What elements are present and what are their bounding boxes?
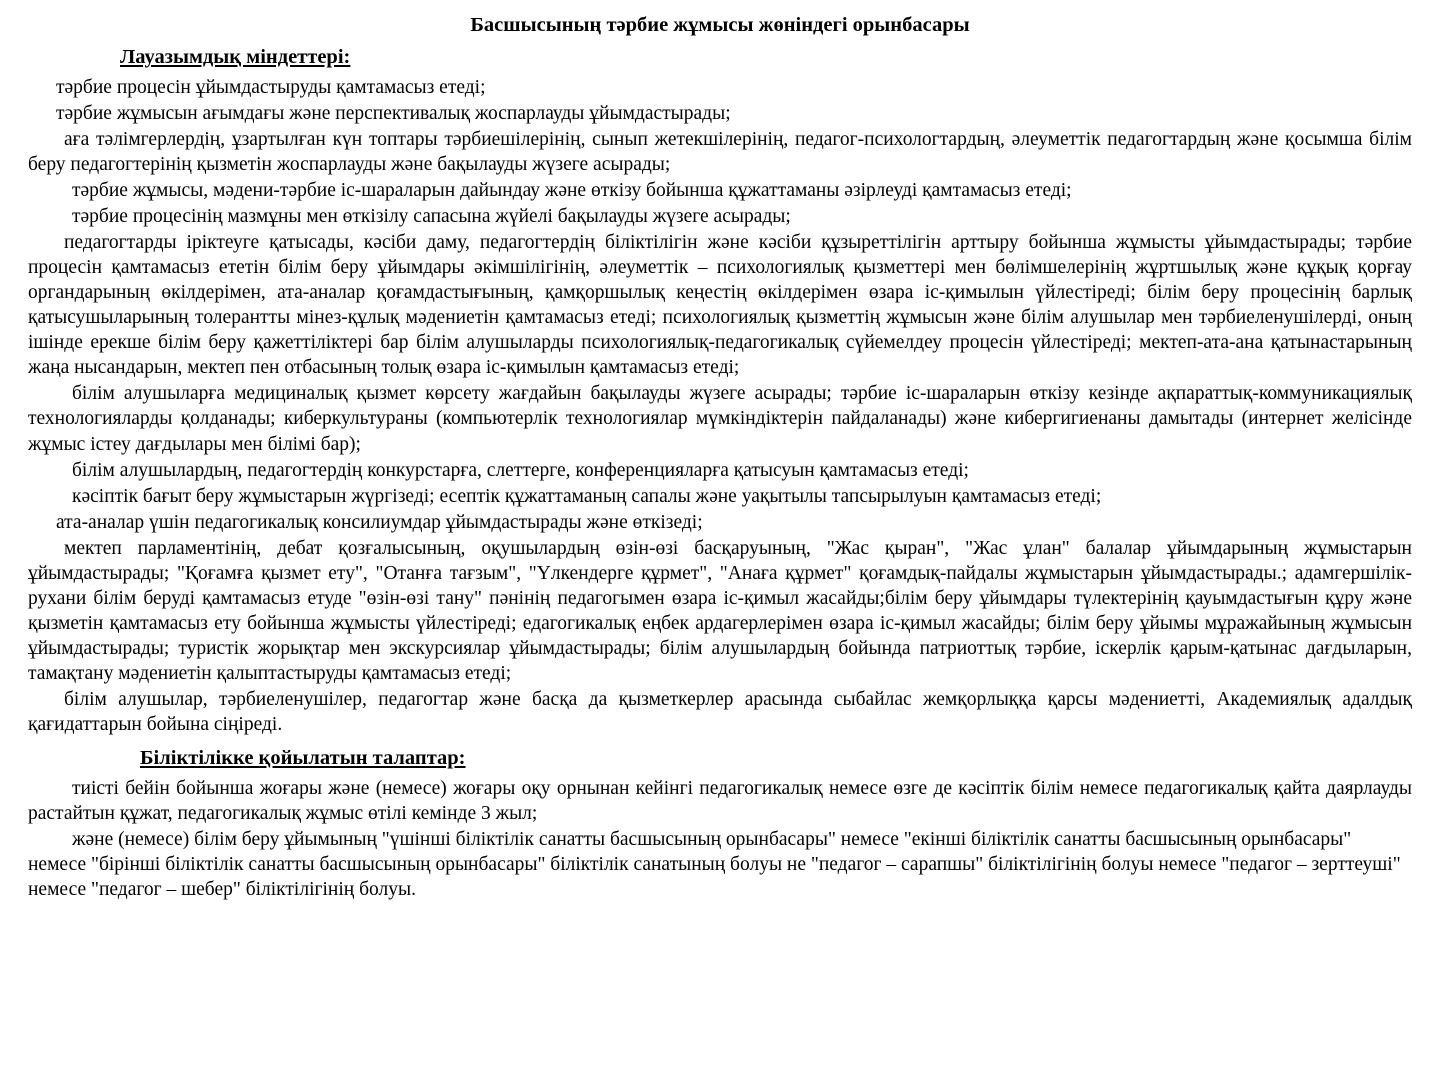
section-heading-duties-line [28, 44, 1412, 71]
paragraph: білім алушылардың, педагогтердің конкурстарға, слеттерге, конференцияларға қатысуын қамтамасыз етеді; [72, 459, 969, 481]
paragraph: тиісті бейін бойынша жоғары және (немесе) жоғары оқу орнынан кейінгі педагогикалық немесе өзге де кәсіптік білім немесе педагогикалық қайта даярлауды растайтын құжат, педагогикалық жұмыс өтілі кемінде 3 жыл; [28, 777, 1412, 824]
paragraph: білім алушылар, тәрбиеленушілер, педагогтар және басқа да қызметкерлер арасында сыбайлас жемқорлыққа қарсы мәдениетті, Академиялық адалдық қағидаттарын бойына сіңіреді. [28, 689, 1412, 736]
paragraph: педагогтарды іріктеуге қатысады, кәсіби даму, педагогтердің біліктілігін және кәсіби құзыреттілігін арттыру бойынша жұмысты ұйымдастырады; тәрбие процесін қамтамасыз ететін білім беру ұйымдары әкімшілігінің, әлеуметтік – психологиялық қызметтері мен бөлімшелерінің жұртшылық және құқық қорғау органдарының өкілдерімен, ата-аналар қоғамдастығының, қамқоршылық кеңестің өкілдерімен өзара іс-қимылын үйлестіреді; білім беру процесінің барлық қатысушыларының толерантты мінез-құлық мәдениетін қамтамасыз етеді; психологиялық қызметтің жұмысын және білім алушылар мен тәрбиеленушілерді, оның ішінде ерекше білім беру қажеттіліктері бар білім алушыларды психологиялық-педагогикалық сүйемелдеу процесін үйлестіреді; мектеп-ата-ана қатынастарының жаңа нысандарын, мектеп пен отбасының толық өзара іс-қимылын қамтамасыз етеді; [28, 232, 1412, 379]
paragraph: және (немесе) білім беру ұйымының "үшінші біліктілік санатты басшысының орынбасары" немесе "екінші біліктілік санатты басшысының орынбасары" немесе "бірінші біліктілік санатты басшысының орынбасары" біліктілік санатының болуы не "педагог – сарапшы" біліктілігінің болуы немесе "педагог – зерттеуші" немесе "педагог – шебер" біліктілігінің болуы. [28, 828, 1401, 900]
paragraph: тәрбие жұмысы, мәдени-тәрбие іс-шараларын дайындау және өткізу бойынша құжаттаманы әзірлеуді қамтамасыз етеді; [72, 180, 1072, 202]
paragraph: ата-аналар үшін педагогикалық консилиумдар ұйымдастырады және өткізеді; [56, 511, 703, 533]
section-heading-requirements: Біліктілікке қойылатын талаптар: [140, 747, 466, 770]
paragraph: білім алушыларға медициналық қызмет көрсету жағдайын бақылауды жүзеге асырады; тәрбие іс-шараларын өткізу кезінде ақпараттық-коммуникациялық технологияларды қолданады; киберкультураны (компьютерлік технологиялар мүмкіндіктерін пайдаланады) және кибергигиенаны дамытады (интернет желісінде жұмыс істеу дағдылары мен білімі бар); [28, 383, 1412, 455]
section-heading-requirements-line [28, 745, 1412, 772]
paragraph: тәрбие процесінің мазмұны мен өткізілу сапасына жүйелі бақылауды жүзеге асырады; [72, 206, 791, 228]
paragraph: кәсіптік бағыт беру жұмыстарын жүргізеді; есептік құжаттаманың сапалы және уақытылы тапсырылуын қамтамасыз етеді; [72, 485, 1102, 507]
paragraph: тәрбие жұмысын ағымдағы және перспективалық жоспарлауды ұйымдастырады; [56, 102, 731, 124]
paragraph: тәрбие процесін ұйымдастыруды қамтамасыз етеді; [56, 76, 486, 98]
paragraph: аға тәлімгерлердің, ұзартылған күн топтары тәрбиешілерінің, сынып жетекшілерінің, педагог-психологтардың, әлеуметтік педагогтардың және қосымша білім беру педагогтерінің қызметін жоспарлауды және бақылауды жүзеге асырады; [28, 128, 1412, 176]
page-title: Басшысының тәрбие жұмысы жөніндегі орынбасары [470, 14, 970, 36]
paragraph: мектеп парламентінің, дебат қозғалысының, оқушылардың өзін-өзі басқаруының, "Жас қыран", "Жас ұлан" балалар ұйымдарының жұмыстарын ұйымдастырады; "Қоғамға қызмет ету", "Отанға тағзым", "Үлкендерге құрмет", "Анаға құрмет" қоғамдық-пайдалы жұмыстарын ұйымдастырады.; адамгершілік-рухани білім беруді қамтамасыз етуде "өзін-өзі тану" пәнінің педагогымен өзара іс-қимыл жасайды;білім беру ұйымдары түлектерінің қауымдастығын құру және қызметін қамтамасыз ету бойынша жұмысты үйлестіреді; едагогикалық еңбек ардагерлерімен өзара іс-қимыл жасайды; білім беру ұйымы мұражайының жұмысын ұйымдастырады; туристік жорықтар мен экскурсиялар ұйымдастырады; білім алушылардың бойында патриоттық тәрбие, іскерлік қарым-қатынас дағдыларын, тамақтану мәдениетін қалыптастыруды қамтамасыз етеді; [28, 537, 1412, 684]
section-heading-duties: Лауазымдық міндеттері: [120, 46, 351, 69]
